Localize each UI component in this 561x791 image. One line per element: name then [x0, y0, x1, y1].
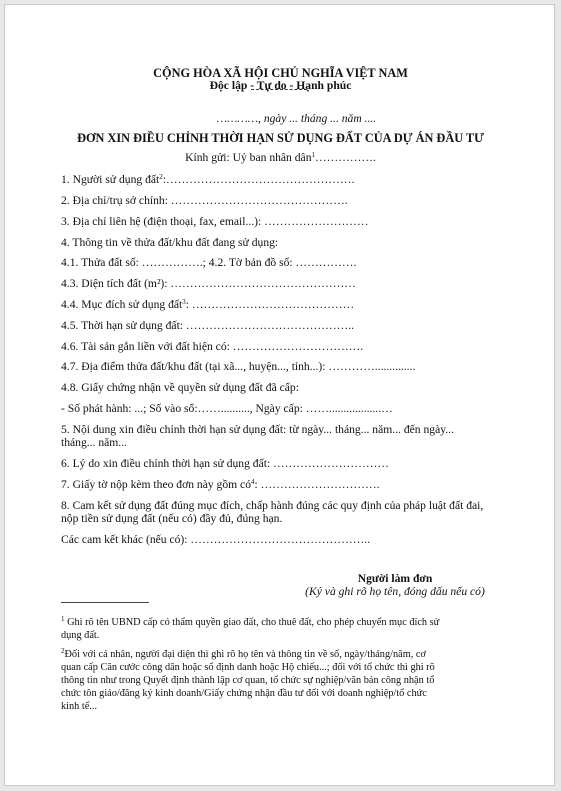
recipient-label: Kính gửi: Uỷ ban nhân dân — [185, 151, 312, 164]
footnote-2 — [61, 648, 491, 713]
field-attachments-fill: : …………………………. — [254, 478, 380, 491]
field-adjustment-content-cont: tháng... năm... — [61, 436, 128, 449]
signature-note: (Ký và ghi rõ họ tên, đóng dấu nếu có) — [305, 585, 485, 598]
footnote-ref-3: 3 — [182, 298, 186, 306]
national-title: CỘNG HÒA XÃ HỘI CHỦ NGHĨA VIỆT NAM — [153, 66, 408, 80]
commitment-line-2: nộp tiền sử dụng đất (nếu có) đầy đủ, đúng hạn. — [61, 512, 283, 525]
commitment-line-1: 8. Cam kết sử dụng đất đúng mục đích, chấp hành đúng các quy định của pháp luật đất đai, — [61, 499, 484, 512]
other-commitments: Các cam kết khác (nếu có): ……………………………………….. — [61, 533, 371, 546]
field-address: 2. Địa chỉ/trụ sở chính: ………………………………………. — [61, 194, 348, 207]
footnote-2-line-3: thông tin như trong Quyết định thành lập cơ quan, tổ chức sự nghiệp/văn bản công nhận tổ — [61, 675, 435, 686]
footnote-2-line-4: chức tôn giáo/đăng ký kinh doanh/Giấy chứng nhận đầu tư đối với doanh nghiệp/tổ chức — [61, 688, 427, 699]
footnote-ref-1: 1 — [311, 151, 315, 159]
footnote-2-line-5: kinh tế... — [61, 701, 98, 712]
field-attachments-label: 7. Giấy tờ nộp kèm theo đơn này gồm có — [61, 478, 252, 491]
field-parcel-number: 4.1. Thửa đất số: …………….; 4.2. Tờ bản đồ số: ……………. — [61, 256, 357, 269]
footnote-1-marker: 1 — [61, 615, 65, 623]
footnote-1-line-2: dụng đất. — [61, 630, 100, 641]
motto-separator — [251, 89, 307, 90]
field-adjustment-content: 5. Nội dung xin điều chỉnh thời hạn sử dụng đất: từ ngày... tháng... năm... đến ngày... — [61, 423, 454, 436]
recipient-fill: ……………. — [315, 151, 376, 164]
national-motto: Độc lập - Tự do - Hạnh phúc — [209, 79, 352, 92]
field-land-area: 4.3. Diện tích đất (m²): ………………………………………… — [61, 277, 356, 290]
field-parcel-location: 4.7. Địa điểm thửa đất/khu đất (tại xã..., huyện..., tỉnh...): ………….............. — [61, 360, 416, 373]
field-land-purpose — [61, 298, 354, 311]
footnote-separator — [61, 602, 149, 603]
footnote-ref-2: 2 — [159, 173, 163, 181]
footnote-2-line-2: quan cấp Căn cước công dân hoặc số định danh hoặc Hộ chiếu...; đối với tổ chức thì ghi rõ — [61, 662, 435, 673]
recipient-line — [5, 151, 556, 164]
field-certificate-details: - Số phát hành: ...; Số vào sổ:…….........., Ngày cấp: ……..................… — [61, 402, 393, 415]
field-certificate: 4.8. Giấy chứng nhận về quyền sử dụng đất đã cấp: — [61, 381, 299, 394]
signature-title: Người làm đơn — [357, 572, 433, 585]
footnote-1 — [61, 616, 491, 642]
footnote-1-line-1: Ghi rõ tên UBND cấp có thẩm quyền giao đất, cho thuê đất, cho phép chuyển mục đích sử — [64, 617, 440, 628]
section-land-info: 4. Thông tin về thửa đất/khu đất đang sử dụng: — [61, 236, 279, 249]
field-attachments — [61, 478, 379, 491]
field-contact: 3. Địa chỉ liên hệ (điện thoại, fax, email...): ……………………… — [61, 215, 369, 228]
field-attached-assets: 4.6. Tài sản gắn liền với đất hiện có: ……………………………. — [61, 340, 364, 353]
document-page — [4, 4, 555, 786]
form-title: ĐƠN XIN ĐIỀU CHỈNH THỜI HẠN SỬ DỤNG ĐẤT CỦA DỰ ÁN ĐẦU TƯ — [77, 131, 484, 145]
field-land-term: 4.5. Thời hạn sử dụng đất: …………………………………….. — [61, 319, 355, 332]
footnote-ref-4: 4 — [251, 478, 255, 486]
footnote-2-line-1: Đối với cá nhân, người đại diện thì ghi rõ họ tên và thông tin về số, ngày/tháng/năm, cơ — [64, 649, 426, 660]
field-land-purpose-fill: : …………………………………… — [185, 298, 355, 311]
field-land-purpose-label: 4.4. Mục đích sử dụng đất — [61, 298, 183, 311]
field-land-user — [61, 173, 354, 186]
field-land-user-label: 1. Người sử dụng đất — [61, 173, 160, 186]
date-line: …………, ngày ... tháng ... năm .... — [216, 112, 377, 125]
field-land-user-fill: :…………………………………………. — [162, 173, 355, 186]
footnote-2-marker: 2 — [61, 647, 65, 655]
field-adjustment-reason: 6. Lý do xin điều chỉnh thời hạn sử dụng đất: ………………………… — [61, 457, 389, 470]
